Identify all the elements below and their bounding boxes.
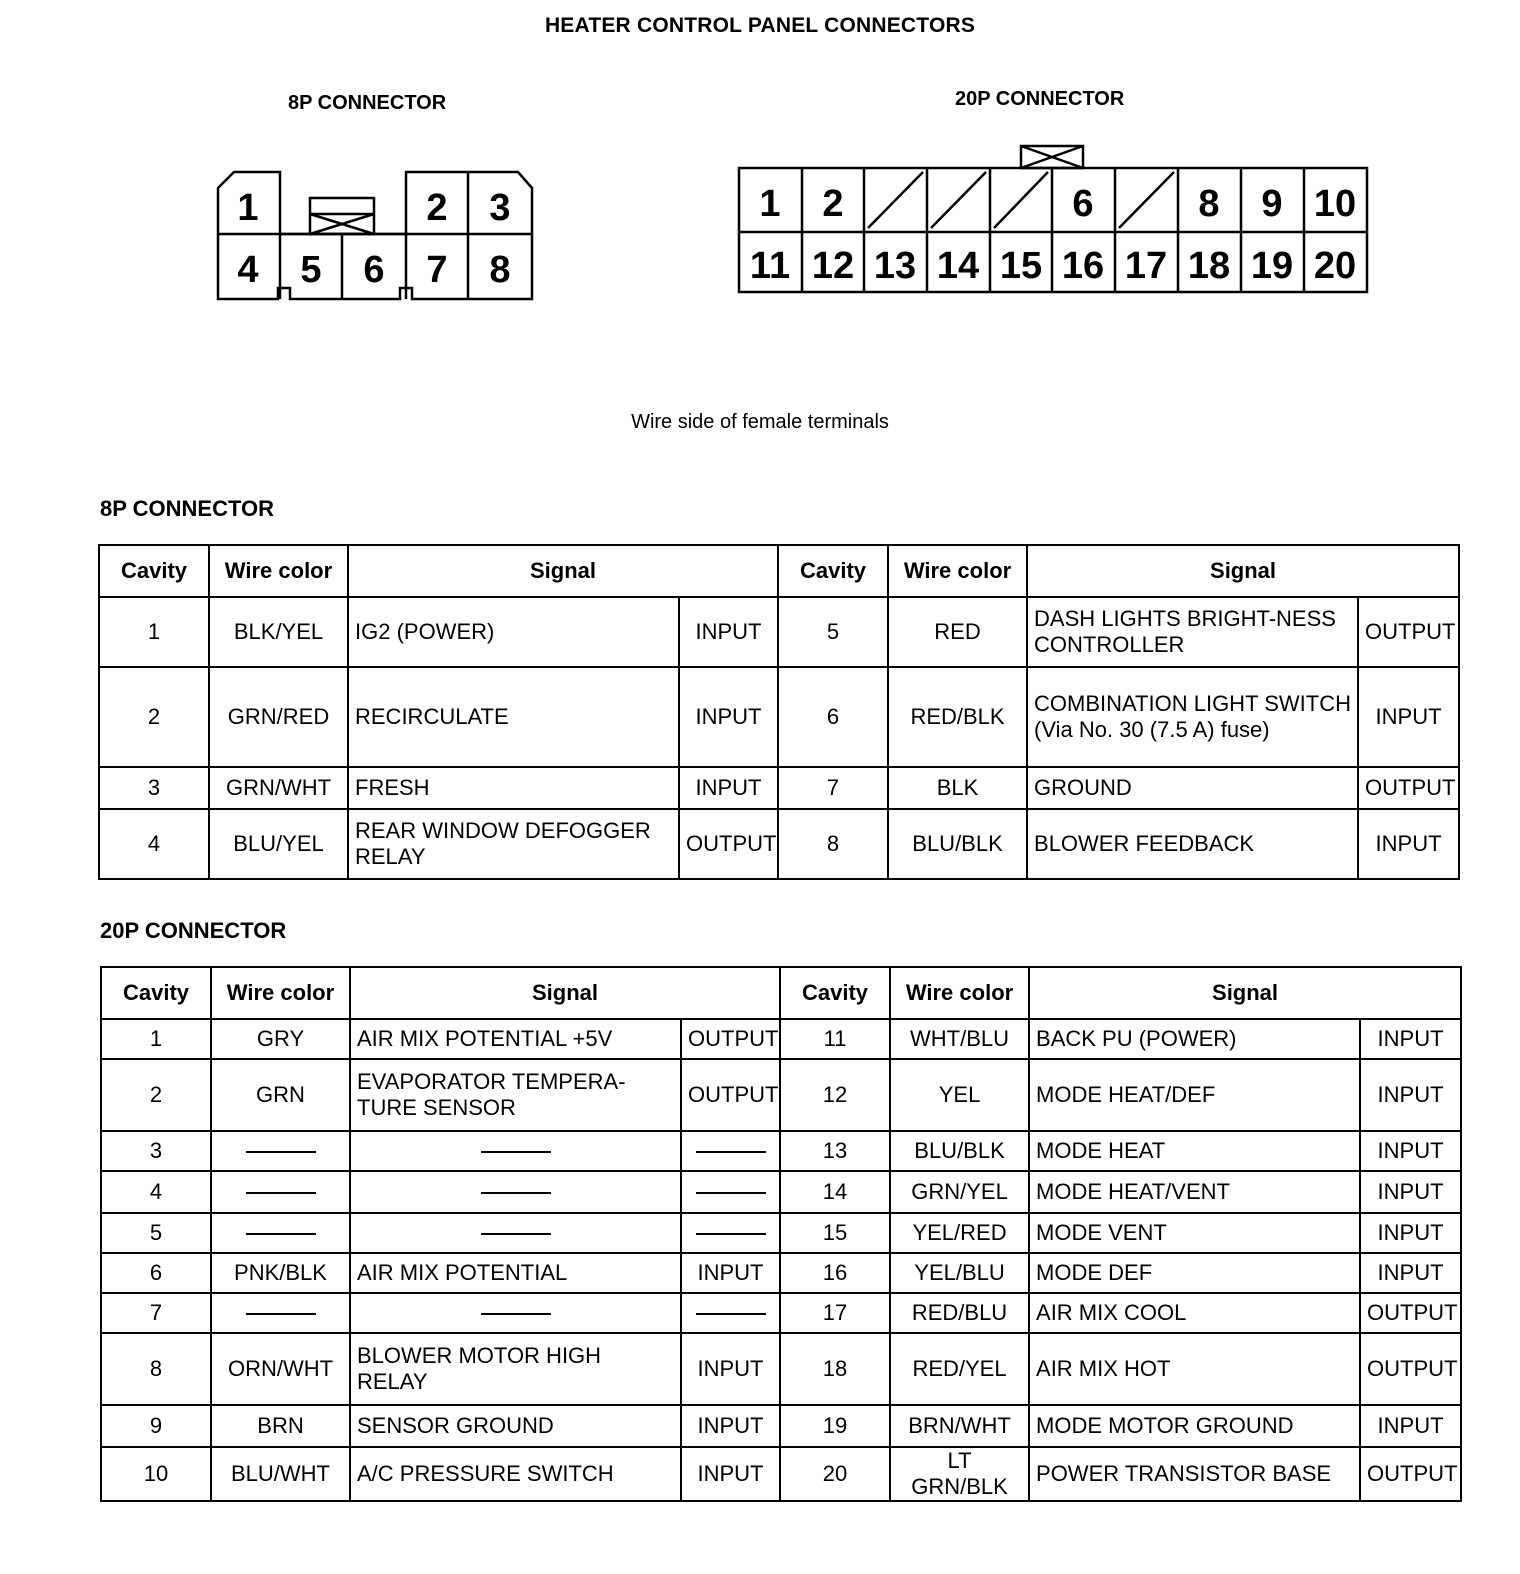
wire-color-cell: BLU/BLK	[890, 1131, 1029, 1171]
signal-cell	[350, 1131, 681, 1171]
conn20-cavity: 20	[1313, 245, 1357, 287]
io-cell: OUTPUT	[1360, 1447, 1461, 1501]
cavity-cell: 4	[99, 809, 209, 879]
signal-cell: MODE DEF	[1029, 1253, 1360, 1293]
cavity-cell: 20	[780, 1447, 890, 1501]
io-cell: INPUT	[679, 667, 778, 767]
wire-color-cell: RED/BLU	[890, 1293, 1029, 1333]
wire-color-cell: GRN/WHT	[209, 767, 348, 809]
empty-dash	[481, 1313, 551, 1315]
wire-color-cell: BLU/YEL	[209, 809, 348, 879]
cavity-cell: 8	[101, 1333, 211, 1405]
cavity-cell: 15	[780, 1213, 890, 1253]
conn8-cavity: 6	[363, 249, 385, 291]
conn8-cavity: 8	[489, 249, 511, 291]
signal-cell: AIR MIX POTENTIAL	[350, 1253, 681, 1293]
signal-cell: IG2 (POWER)	[348, 597, 679, 667]
table-row	[99, 597, 1459, 667]
io-cell: OUTPUT	[1358, 767, 1459, 809]
conn8-cavity: 1	[237, 187, 259, 229]
table20-heading: 20P CONNECTOR	[100, 918, 287, 943]
cavity-cell: 17	[780, 1293, 890, 1333]
conn20-cavity: 14	[936, 245, 980, 287]
io-cell: OUTPUT	[681, 1019, 780, 1059]
cavity-cell: 5	[778, 597, 888, 667]
conn20-cavity: 13	[873, 245, 917, 287]
conn8-cavity: 2	[426, 187, 448, 229]
io-cell: OUTPUT	[679, 809, 778, 879]
io-cell: INPUT	[679, 597, 778, 667]
cavity-cell: 6	[778, 667, 888, 767]
signal-cell: AIR MIX POTENTIAL +5V	[350, 1019, 681, 1059]
io-cell	[681, 1171, 780, 1213]
conn20-cavity: 12	[811, 245, 855, 287]
table-row	[101, 1131, 1461, 1171]
wire-color-cell: BRN/WHT	[890, 1405, 1029, 1447]
table20	[100, 966, 1462, 1502]
wire-color-cell: BLU/BLK	[888, 809, 1027, 879]
empty-dash	[696, 1313, 766, 1315]
table-row	[99, 767, 1459, 809]
wire-color-cell: PNK/BLK	[211, 1253, 350, 1293]
signal-cell: BACK PU (POWER)	[1029, 1019, 1360, 1059]
conn20-cavity: 17	[1124, 245, 1168, 287]
cavity-cell: 12	[780, 1059, 890, 1131]
empty-dash	[696, 1192, 766, 1194]
header-wire-color: Wire color	[211, 967, 350, 1019]
io-cell: INPUT	[1360, 1213, 1461, 1253]
signal-cell: SENSOR GROUND	[350, 1405, 681, 1447]
cavity-cell: 3	[101, 1131, 211, 1171]
empty-dash	[246, 1192, 316, 1194]
signal-cell	[350, 1171, 681, 1213]
table-row	[101, 1253, 1461, 1293]
conn20-cavity: 15	[999, 245, 1043, 287]
empty-dash	[246, 1313, 316, 1315]
cavity-cell: 3	[99, 767, 209, 809]
signal-cell: A/C PRESSURE SWITCH	[350, 1447, 681, 1501]
io-cell: INPUT	[1360, 1171, 1461, 1213]
signal-cell: RECIRCULATE	[348, 667, 679, 767]
conn20-cavity: 9	[1261, 183, 1283, 225]
io-cell: INPUT	[1360, 1405, 1461, 1447]
cavity-cell: 8	[778, 809, 888, 879]
cavity-cell: 18	[780, 1333, 890, 1405]
table-row	[101, 1447, 1461, 1501]
conn8-diagram	[210, 166, 540, 306]
wire-color-cell: BLU/WHT	[211, 1447, 350, 1501]
signal-cell: MODE VENT	[1029, 1213, 1360, 1253]
wire-color-cell: GRN	[211, 1059, 350, 1131]
wire-color-cell: ORN/WHT	[211, 1333, 350, 1405]
signal-cell	[350, 1213, 681, 1253]
conn20-cavity: 19	[1250, 245, 1294, 287]
cavity-cell: 4	[101, 1171, 211, 1213]
table8	[98, 544, 1460, 880]
header-wire-color: Wire color	[209, 545, 348, 597]
conn20-cavity: 8	[1198, 183, 1220, 225]
diagram-caption: Wire side of female terminals	[631, 411, 889, 433]
io-cell: INPUT	[1358, 809, 1459, 879]
wire-color-cell	[211, 1171, 350, 1213]
signal-cell: MODE HEAT/DEF	[1029, 1059, 1360, 1131]
table-row	[101, 1213, 1461, 1253]
signal-cell: FRESH	[348, 767, 679, 809]
wire-color-cell: BRN	[211, 1405, 350, 1447]
header-cavity: Cavity	[780, 967, 890, 1019]
conn8-diagram-label: 8P CONNECTOR	[288, 92, 447, 114]
signal-cell: BLOWER MOTOR HIGH RELAY	[350, 1333, 681, 1405]
cavity-cell: 1	[99, 597, 209, 667]
header-signal: Signal	[1029, 967, 1461, 1019]
wire-color-cell: RED	[888, 597, 1027, 667]
wire-color-cell: LT GRN/BLK	[890, 1447, 1029, 1501]
conn8-cavity: 4	[237, 249, 259, 291]
conn20-diagram	[734, 140, 1374, 300]
cavity-cell: 14	[780, 1171, 890, 1213]
cavity-cell: 13	[780, 1131, 890, 1171]
signal-cell: POWER TRANSISTOR BASE	[1029, 1447, 1360, 1501]
conn20-cavity: 18	[1187, 245, 1231, 287]
header-cavity: Cavity	[778, 545, 888, 597]
empty-dash	[246, 1151, 316, 1153]
signal-cell: MODE HEAT/VENT	[1029, 1171, 1360, 1213]
cavity-cell: 5	[101, 1213, 211, 1253]
cavity-cell: 1	[101, 1019, 211, 1059]
table-row	[101, 1333, 1461, 1405]
wire-color-cell: GRY	[211, 1019, 350, 1059]
table8-header-row	[99, 545, 1459, 597]
header-wire-color: Wire color	[890, 967, 1029, 1019]
signal-cell: MODE MOTOR GROUND	[1029, 1405, 1360, 1447]
io-cell: INPUT	[1360, 1131, 1461, 1171]
table-row	[99, 667, 1459, 767]
table20-header-row	[101, 967, 1461, 1019]
header-signal: Signal	[348, 545, 778, 597]
cavity-cell: 19	[780, 1405, 890, 1447]
io-cell: OUTPUT	[1360, 1293, 1461, 1333]
empty-dash	[246, 1233, 316, 1235]
signal-cell: BLOWER FEEDBACK	[1027, 809, 1358, 879]
conn20-cavity: 2	[822, 183, 844, 225]
io-cell: INPUT	[1358, 667, 1459, 767]
wire-color-cell: GRN/YEL	[890, 1171, 1029, 1213]
table-row	[99, 809, 1459, 879]
conn8-cavity: 3	[489, 187, 511, 229]
io-cell: INPUT	[1360, 1059, 1461, 1131]
header-signal: Signal	[1027, 545, 1459, 597]
empty-dash	[481, 1233, 551, 1235]
conn8-cavity: 5	[300, 249, 322, 291]
io-cell: INPUT	[681, 1333, 780, 1405]
wire-color-cell: WHT/BLU	[890, 1019, 1029, 1059]
cavity-cell: 2	[101, 1059, 211, 1131]
empty-dash	[481, 1192, 551, 1194]
signal-cell	[350, 1293, 681, 1333]
cavity-cell: 7	[778, 767, 888, 809]
cavity-cell: 2	[99, 667, 209, 767]
table-row	[101, 1293, 1461, 1333]
wire-color-cell: YEL/RED	[890, 1213, 1029, 1253]
io-cell	[681, 1293, 780, 1333]
cavity-cell: 16	[780, 1253, 890, 1293]
table-row	[101, 1405, 1461, 1447]
header-cavity: Cavity	[99, 545, 209, 597]
signal-cell: MODE HEAT	[1029, 1131, 1360, 1171]
empty-dash	[696, 1233, 766, 1235]
conn20-cavity: 11	[749, 245, 791, 287]
conn20-diagram-label: 20P CONNECTOR	[955, 88, 1125, 110]
table-row	[101, 1059, 1461, 1131]
wire-color-cell: RED/BLK	[888, 667, 1027, 767]
signal-cell: GROUND	[1027, 767, 1358, 809]
table-row	[101, 1171, 1461, 1213]
wire-color-cell: GRN/RED	[209, 667, 348, 767]
wire-color-cell	[211, 1293, 350, 1333]
cavity-cell: 9	[101, 1405, 211, 1447]
io-cell: OUTPUT	[1358, 597, 1459, 667]
io-cell: OUTPUT	[681, 1059, 780, 1131]
header-signal: Signal	[350, 967, 780, 1019]
table-row	[101, 1019, 1461, 1059]
wire-color-cell	[211, 1131, 350, 1171]
io-cell: OUTPUT	[1360, 1333, 1461, 1405]
signal-cell: DASH LIGHTS BRIGHT-NESS CONTROLLER	[1027, 597, 1358, 667]
page-title: HEATER CONTROL PANEL CONNECTORS	[544, 14, 976, 37]
conn20-cavity: 1	[759, 183, 781, 225]
cavity-cell: 6	[101, 1253, 211, 1293]
signal-cell: EVAPORATOR TEMPERA-TURE SENSOR	[350, 1059, 681, 1131]
signal-cell: AIR MIX HOT	[1029, 1333, 1360, 1405]
signal-cell: REAR WINDOW DEFOGGER RELAY	[348, 809, 679, 879]
wire-color-cell: RED/YEL	[890, 1333, 1029, 1405]
io-cell: INPUT	[681, 1253, 780, 1293]
empty-dash	[696, 1151, 766, 1153]
io-cell: INPUT	[1360, 1253, 1461, 1293]
conn20-cavity: 6	[1072, 183, 1094, 225]
signal-cell: COMBINATION LIGHT SWITCH (Via No. 30 (7.5 A) fuse)	[1027, 667, 1358, 767]
wire-color-cell: YEL/BLU	[890, 1253, 1029, 1293]
conn8-cavity: 7	[426, 249, 448, 291]
io-cell: INPUT	[681, 1447, 780, 1501]
wire-color-cell: YEL	[890, 1059, 1029, 1131]
table8-heading: 8P CONNECTOR	[100, 496, 275, 521]
wire-color-cell: BLK/YEL	[209, 597, 348, 667]
header-wire-color: Wire color	[888, 545, 1027, 597]
conn20-cavity: 10	[1313, 183, 1357, 225]
signal-cell: AIR MIX COOL	[1029, 1293, 1360, 1333]
wire-color-cell: BLK	[888, 767, 1027, 809]
header-cavity: Cavity	[101, 967, 211, 1019]
cavity-cell: 11	[780, 1019, 890, 1059]
wire-color-cell	[211, 1213, 350, 1253]
io-cell: INPUT	[679, 767, 778, 809]
conn20-cavity: 16	[1061, 245, 1105, 287]
cavity-cell: 10	[101, 1447, 211, 1501]
io-cell	[681, 1213, 780, 1253]
empty-dash	[481, 1151, 551, 1153]
io-cell: INPUT	[681, 1405, 780, 1447]
io-cell	[681, 1131, 780, 1171]
io-cell: INPUT	[1360, 1019, 1461, 1059]
cavity-cell: 7	[101, 1293, 211, 1333]
